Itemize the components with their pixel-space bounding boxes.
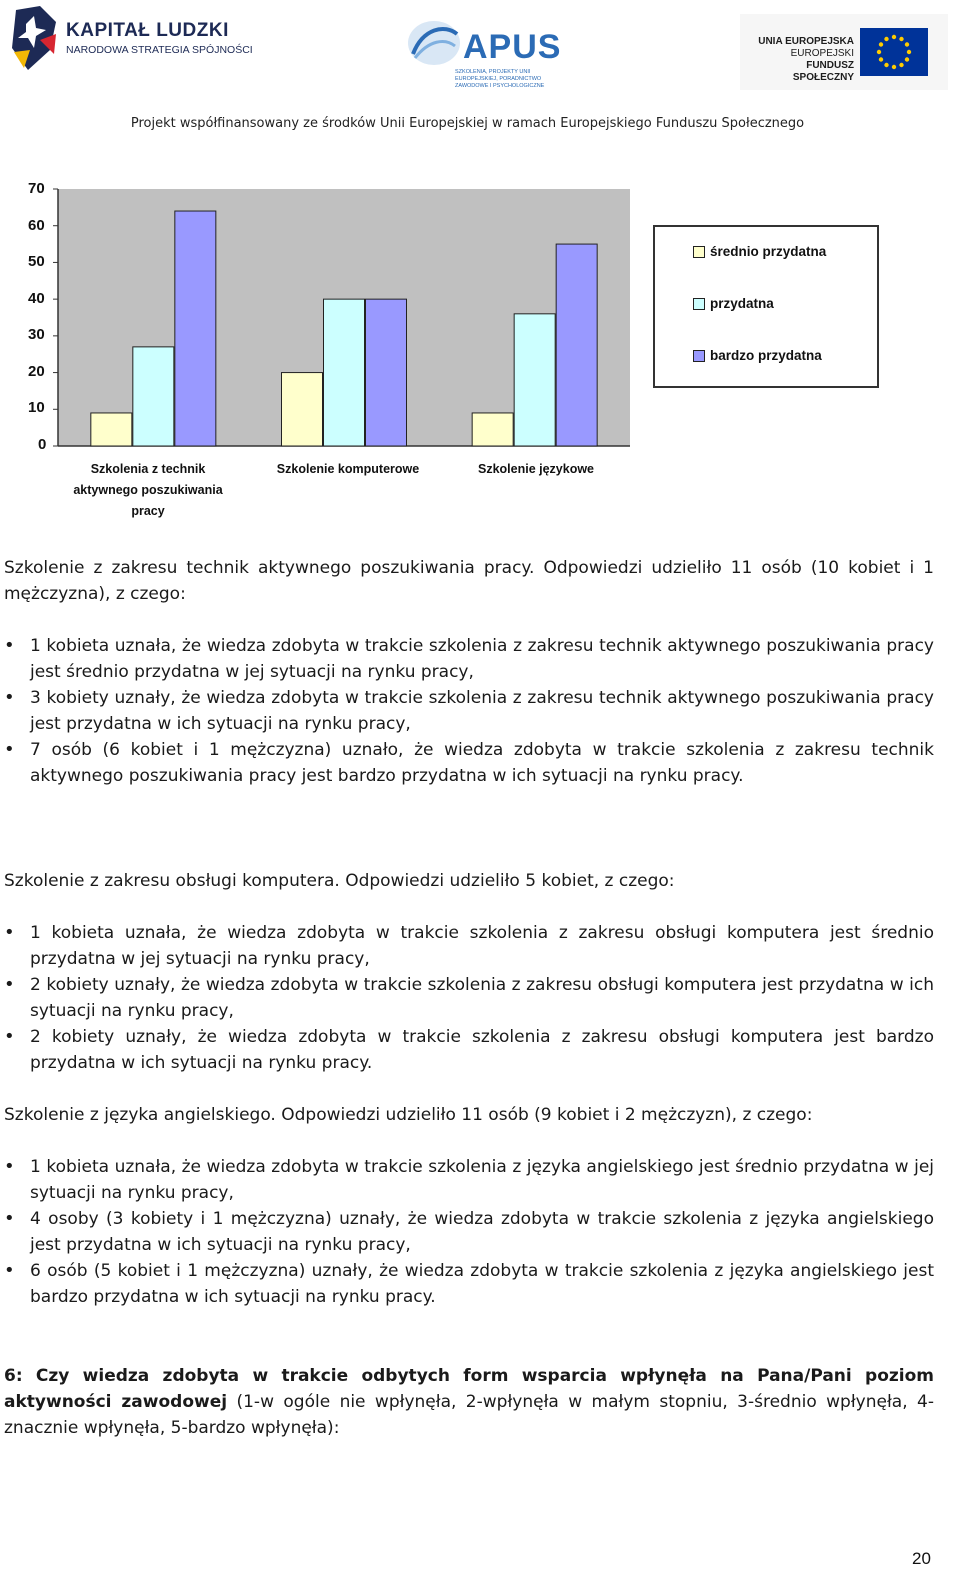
bar bbox=[514, 314, 555, 446]
bar bbox=[91, 413, 132, 446]
eu-line-1: UNIA EUROPEJSKA bbox=[758, 36, 854, 47]
section-intro: Szkolenie z języka angielskiego. Odpowiedzi udzieliło 11 osób (9 kobiet i 2 mężczyzn), z czego: bbox=[4, 1105, 813, 1125]
bar-chart bbox=[0, 170, 960, 530]
legend-label: średnio przydatna bbox=[710, 244, 827, 259]
category-label-line: Szkolenie komputerowe bbox=[276, 462, 420, 476]
eu-flag-icon bbox=[860, 28, 928, 76]
category-label bbox=[456, 459, 616, 480]
question-title: 6: Czy wiedza zdobyta w trakcie odbytych form wsparcia wpłynęła na Pana/Pani poziom aktywności zawodowej bbox=[4, 1366, 934, 1412]
category-label-line: Szkolenie językowe bbox=[477, 462, 595, 476]
list-item: • 7 osób (6 kobiet i 1 mężczyzna) uznało, że wiedza zdobyta w trakcie szkolenia z zakresu technik aktywnego poszukiwania pracy jest bardzo przydatna w ich sytuacji na rynku pracy. bbox=[4, 737, 934, 789]
y-tick-label: 70 bbox=[28, 180, 45, 197]
bar bbox=[472, 413, 513, 446]
category-label-line: pracy bbox=[131, 504, 165, 518]
bar bbox=[324, 299, 365, 446]
y-tick-label: 30 bbox=[28, 326, 45, 343]
eu-logo bbox=[740, 14, 948, 90]
section-computer bbox=[4, 868, 934, 1076]
y-tick-label: 10 bbox=[28, 399, 45, 416]
category-label-line: Szkolenia z technik bbox=[90, 462, 206, 476]
category-label bbox=[68, 459, 228, 522]
question-scale: (1-w ogóle nie wpłynęła, 2-wpłynęła w małym stopniu, 3-średnio wpłynęła, 4-znacznie wpłynęła, 5-bardzo wpłynęła): bbox=[4, 1392, 934, 1438]
legend-label: bardzo przydatna bbox=[710, 348, 822, 363]
y-tick-label: 40 bbox=[28, 290, 45, 307]
bar bbox=[133, 347, 174, 446]
list-item: • 1 kobieta uznała, że wiedza zdobyta w trakcie szkolenia z zakresu obsługi komputera jest średnio przydatna w jej sytuacji na rynku pracy, bbox=[4, 920, 934, 972]
legend-item bbox=[693, 348, 822, 363]
list-item: • 2 kobiety uznały, że wiedza zdobyta w trakcie szkolenia z zakresu obsługi komputera jest bardzo przydatna w ich sytuacji na rynku pracy. bbox=[4, 1024, 934, 1076]
bar bbox=[556, 244, 597, 446]
eu-line-2: EUROPEJSKI bbox=[790, 48, 854, 59]
legend-item bbox=[693, 244, 826, 259]
legend-swatch bbox=[693, 350, 705, 362]
bar bbox=[366, 299, 407, 446]
apus-emblem bbox=[405, 18, 463, 68]
bullet-list bbox=[4, 920, 934, 1076]
eu-text bbox=[748, 36, 854, 84]
kapital-ludzki-title: KAPITAŁ LUDZKI bbox=[66, 20, 229, 41]
bar bbox=[282, 373, 323, 446]
chart-plot bbox=[0, 170, 650, 460]
kapital-ludzki-logo bbox=[10, 4, 253, 79]
page-number: 20 bbox=[912, 1549, 931, 1568]
apus-name: APUS bbox=[463, 28, 562, 66]
legend-swatch bbox=[693, 298, 705, 310]
question-6 bbox=[4, 1363, 934, 1441]
list-item: • 6 osób (5 kobiet i 1 mężczyzna) uznały, że wiedza zdobyta w trakcie szkolenia z języka angielskiego jest bardzo przydatna w ich sytuacji na rynku pracy. bbox=[4, 1258, 934, 1310]
y-tick-label: 0 bbox=[38, 436, 47, 453]
chart-legend bbox=[653, 225, 879, 388]
bullet-list bbox=[4, 633, 934, 789]
project-funding-line: Projekt współfinansowany ze środków Unii Europejskiej w ramach Europejskiego Funduszu Społecznego bbox=[130, 116, 805, 131]
category-label-line: aktywnego poszukiwania bbox=[73, 483, 223, 497]
list-item: • 2 kobiety uznały, że wiedza zdobyta w trakcie szkolenia z zakresu obsługi komputera jest przydatna w ich sytuacji na rynku pracy, bbox=[4, 972, 934, 1024]
list-item: • 1 kobieta uznała, że wiedza zdobyta w trakcie szkolenia z języka angielskiego jest średnio przydatna w jej sytuacji na rynku pracy, bbox=[4, 1154, 934, 1206]
legend-swatch bbox=[693, 246, 705, 258]
bullet-list bbox=[4, 1154, 934, 1310]
legend-item bbox=[693, 296, 774, 311]
apus-tagline: SZKOLENIA, PROJEKTY UNII EUROPEJSKIEJ, PORADNICTWO ZAWODOWE I PSYCHOLOGICZNE bbox=[455, 69, 545, 89]
list-item: • 1 kobieta uznała, że wiedza zdobyta w trakcie szkolenia z zakresu technik aktywnego poszukiwania pracy jest średnio przydatna w jej sytuacji na rynku pracy, bbox=[4, 633, 934, 685]
y-tick-label: 50 bbox=[28, 253, 45, 270]
section-intro: Szkolenie z zakresu obsługi komputera. Odpowiedzi udzieliło 5 kobiet, z czego: bbox=[4, 871, 675, 891]
legend-label: przydatna bbox=[710, 296, 774, 311]
section-english bbox=[4, 1102, 934, 1310]
section-tap bbox=[4, 555, 934, 789]
category-label bbox=[258, 459, 438, 480]
list-item: • 3 kobiety uznały, że wiedza zdobyta w trakcie szkolenia z zakresu technik aktywnego poszukiwania pracy jest przydatna w ich sytuacji na rynku pracy, bbox=[4, 685, 934, 737]
section-intro: Szkolenie z zakresu technik aktywnego poszukiwania pracy. Odpowiedzi udzieliło 11 osób (10 kobiet i 1 mężczyzna), z czego: bbox=[4, 558, 934, 604]
y-tick-label: 20 bbox=[28, 363, 45, 380]
kapital-ludzki-subtitle: NARODOWA STRATEGIA SPÓJNOŚCI bbox=[66, 44, 253, 56]
bar bbox=[175, 211, 216, 446]
apus-logo bbox=[405, 18, 570, 89]
y-tick-label: 60 bbox=[28, 217, 45, 234]
kapital-ludzki-emblem bbox=[10, 4, 62, 76]
eu-line-3: FUNDUSZ SPOŁECZNY bbox=[792, 60, 854, 83]
list-item: • 4 osoby (3 kobiety i 1 mężczyzna) uznały, że wiedza zdobyta w trakcie szkolenia z języka angielskiego jest przydatna w ich sytuacji na rynku pracy, bbox=[4, 1206, 934, 1258]
